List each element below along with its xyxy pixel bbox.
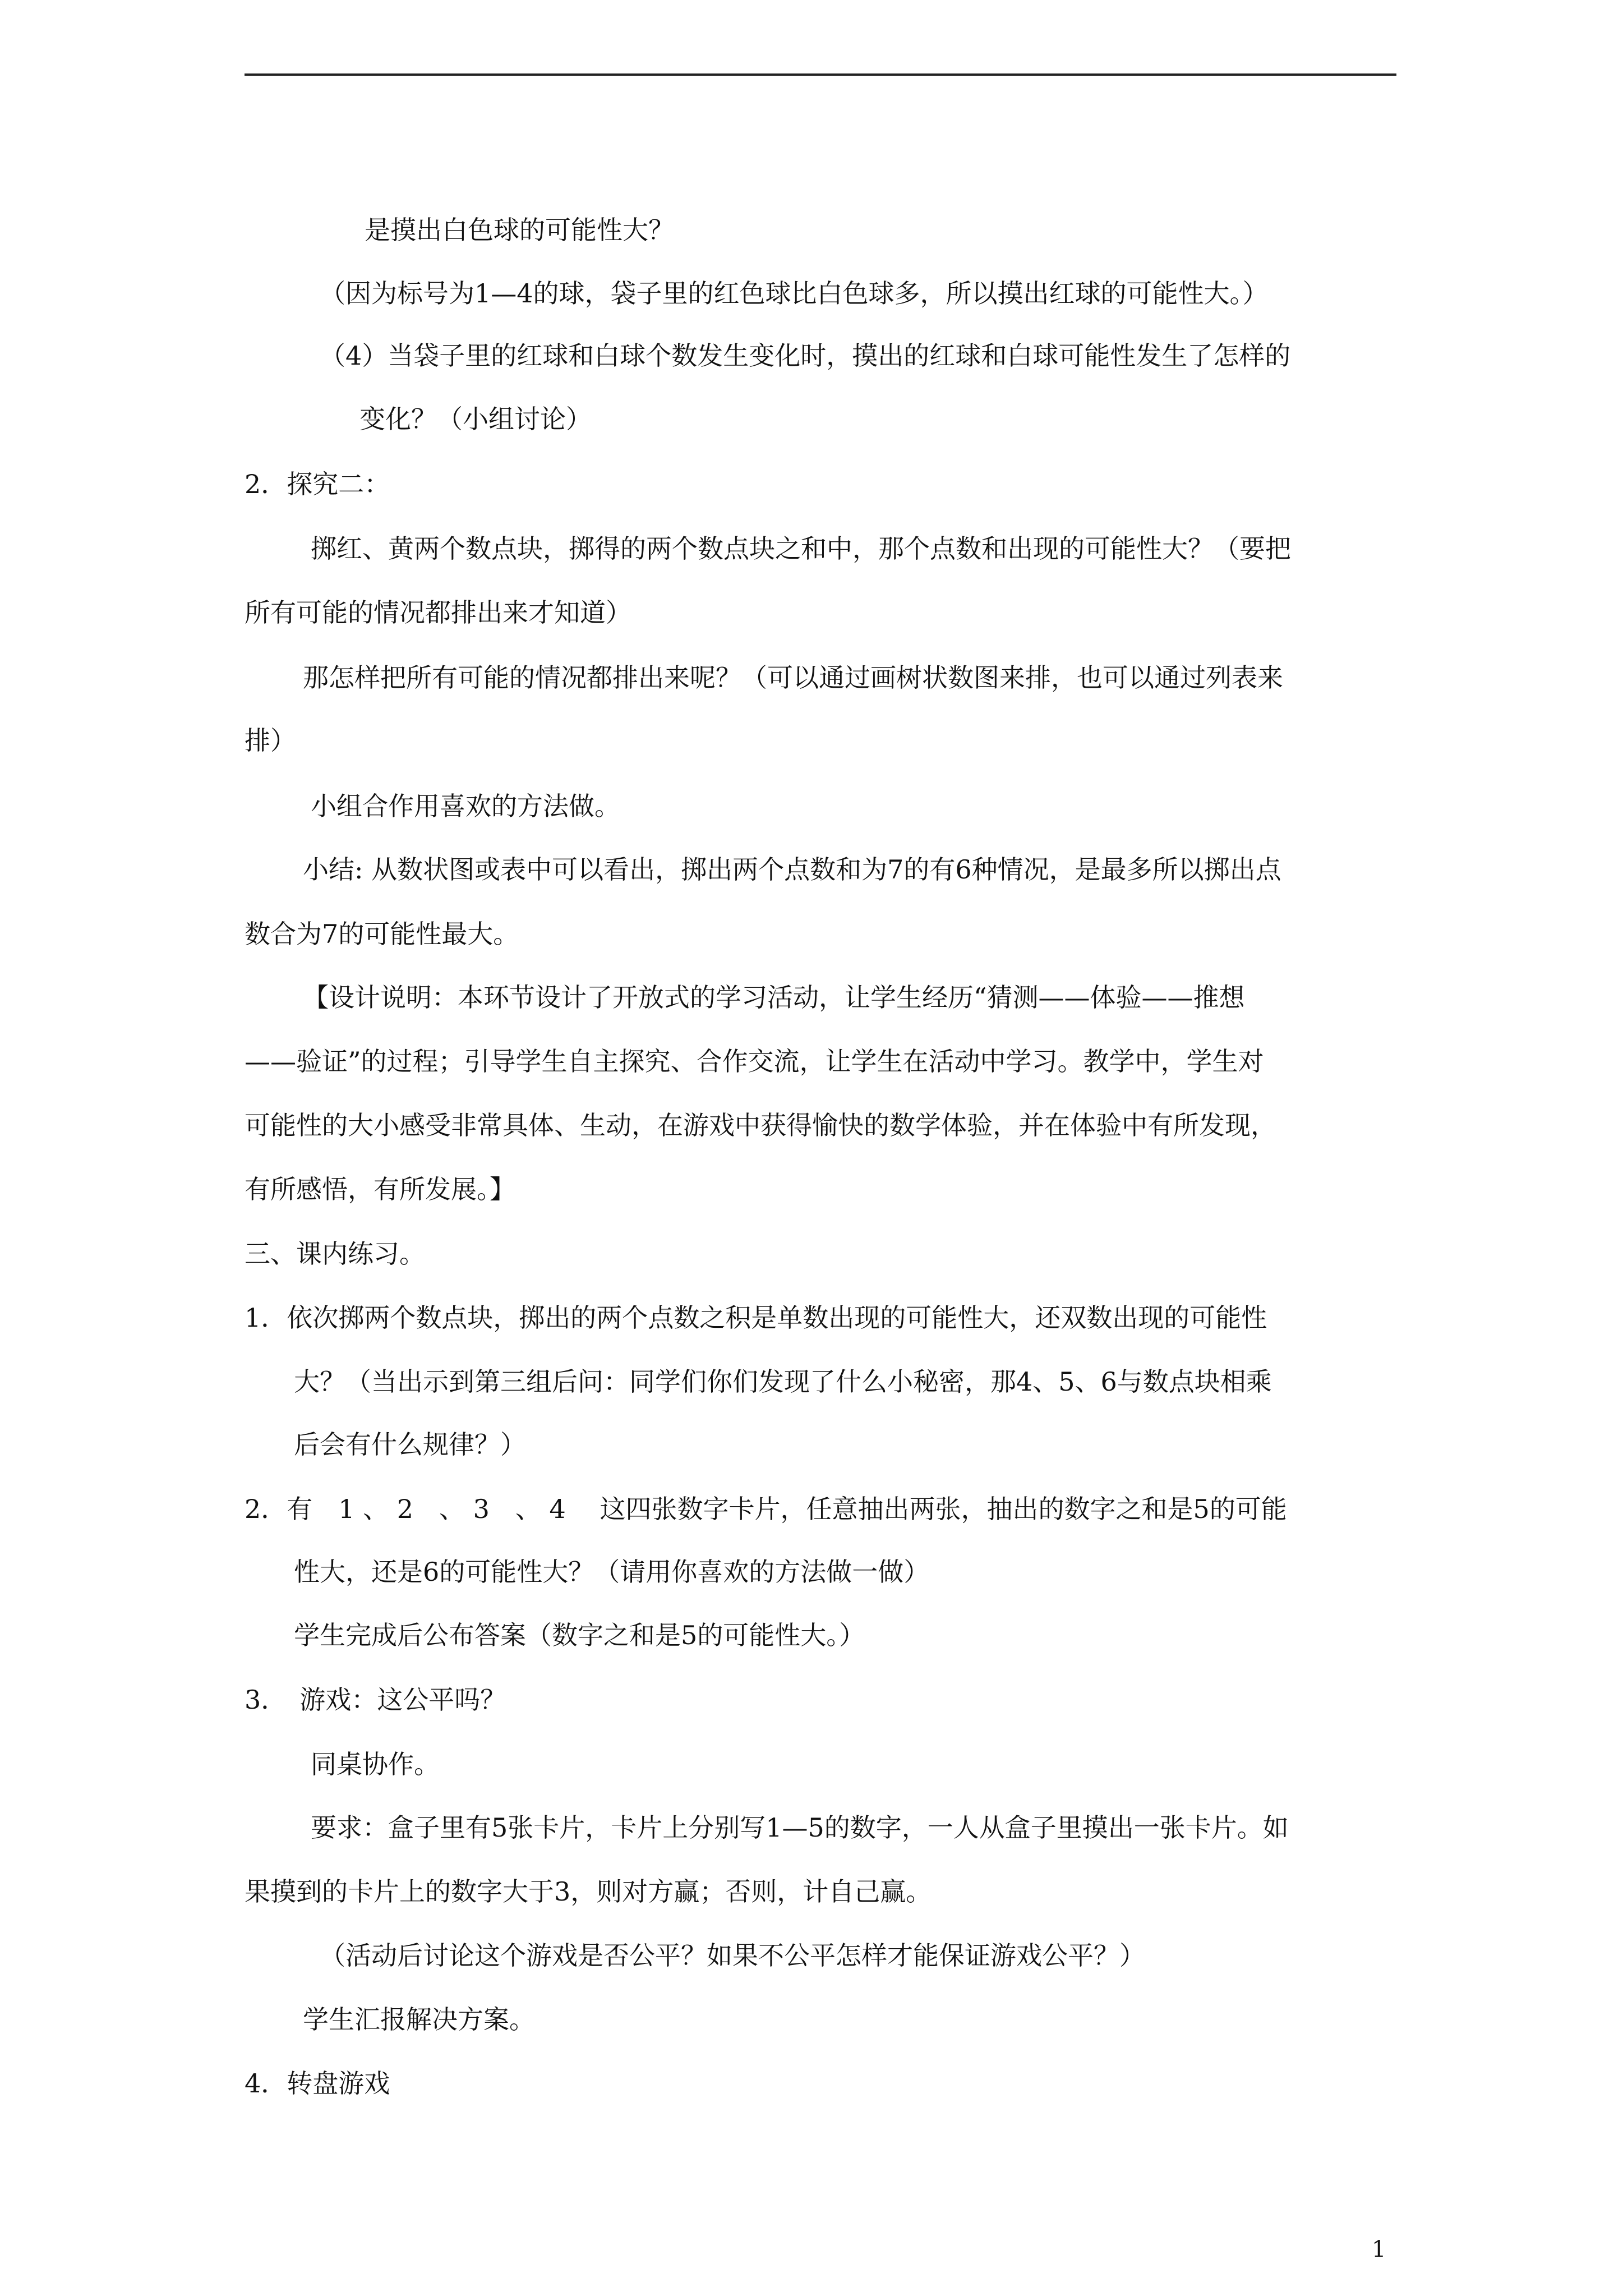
text-line: 2．有 1 、 2 、 3 、 4 这四张数字卡片，任意抽出两张，抽出的数字之和是5的可能 <box>245 1494 1287 1524</box>
text-line: 1．依次掷两个数点块，掷出的两个点数之积是单数出现的可能性大，还双数出现的可能性 <box>245 1303 1267 1333</box>
text-line: 是摸出白色球的可能性大？ <box>365 215 674 245</box>
text-line: 学生完成后公布答案（数字之和是5的可能性大。） <box>294 1620 865 1650</box>
text-line: 数合为7的可能性最大。 <box>245 919 519 949</box>
text-line: 小组合作用喜欢的方法做。 <box>311 791 620 821</box>
text-line: 3． 游戏：这公平吗？ <box>245 1685 506 1715</box>
text-line: 要求：盒子里有5张卡片，卡片上分别写1—5的数字，一人从盒子里摸出一张卡片。如 <box>311 1812 1289 1843</box>
text-line: 变化？（小组讨论） <box>359 404 592 434</box>
text-line: 可能性的大小感受非常具体、生动，在游戏中获得愉快的数学体验，并在体验中有所发现， <box>245 1110 1276 1140</box>
text-line: 性大，还是6的可能性大？（请用你喜欢的方法做一做） <box>294 1557 930 1587</box>
text-line: 三、课内练习。 <box>245 1239 425 1269</box>
text-line: （因为标号为1—4的球，袋子里的红色球比白色球多，所以摸出红球的可能性大。） <box>320 278 1269 309</box>
text-line: 2．探究二： <box>245 469 390 499</box>
text-line: 学生汇报解决方案。 <box>303 2004 535 2035</box>
page-number: 1 <box>1372 2237 1386 2262</box>
text-line: （活动后讨论这个游戏是否公平？如果不公平怎样才能保证游戏公平？） <box>320 1940 1145 1971</box>
text-line: 小结: 从数状图或表中可以看出，掷出两个点数和为7的有6种情况，是最多所以掷出点 <box>303 854 1281 885</box>
text-line: 排） <box>245 725 296 756</box>
header-rule <box>245 73 1396 76</box>
text-line: 所有可能的情况都排出来才知道） <box>245 597 631 628</box>
text-line: 4．转盘游戏 <box>245 2068 390 2099</box>
text-line: 有所感悟，有所发展。】 <box>245 1174 515 1204</box>
text-line: （4）当袋子里的红球和白球个数发生变化时，摸出的红球和白球可能性发生了怎样的 <box>320 341 1291 371</box>
text-line: 同桌协作。 <box>311 1749 440 1779</box>
text-line: 【设计说明：本环节设计了开放式的学习活动，让学生经历“猜测——体验——推想 <box>303 982 1245 1013</box>
text-line: 后会有什么规律？） <box>294 1429 526 1460</box>
text-line: 大？（当出示到第三组后问：同学们你们发现了什么小秘密，那4、5、6与数点块相乘 <box>294 1366 1272 1397</box>
text-line: ——验证”的过程；引导学生自主探究、合作交流，让学生在活动中学习。教学中，学生对 <box>245 1046 1264 1076</box>
text-line: 掷红、黄两个数点块，掷得的两个数点块之和中，那个点数和出现的可能性大？（要把 <box>311 533 1291 564</box>
text-line: 那怎样把所有可能的情况都排出来呢？（可以通过画树状数图来排，也可以通过列表来 <box>303 662 1283 693</box>
text-line: 果摸到的卡片上的数字大于3，则对方赢；否则，计自己赢。 <box>245 1876 932 1907</box>
